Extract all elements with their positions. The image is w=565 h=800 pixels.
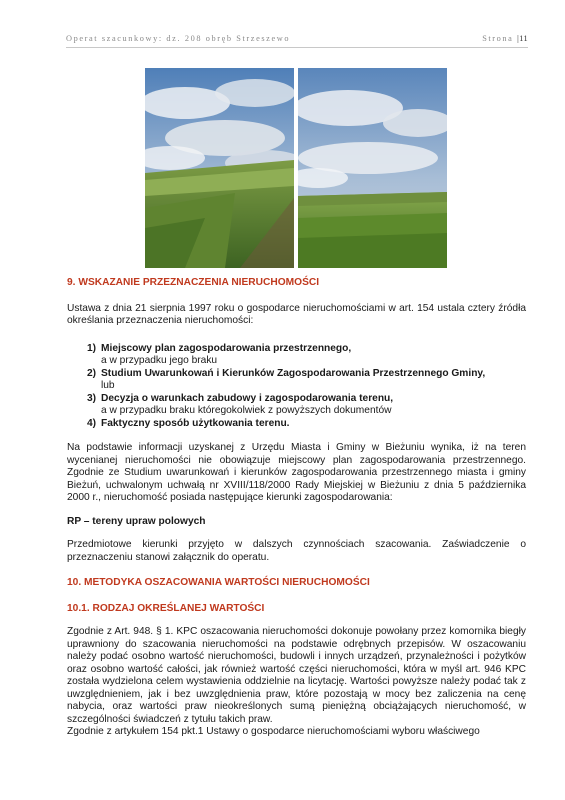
list-item	[87, 393, 526, 418]
list-item-title: Decyzja o warunkach zabudowy i zagospodarowania terenu,	[101, 392, 394, 404]
page-number: 11	[519, 34, 528, 43]
section-9-paragraph-1: Na podstawie informacji uzyskanej z Urzędu Miasta i Gminy w Bieżuniu wynika, iż na teren wycenianej nieruchomości nie obowiązuje miejscowy plan zagospodarowania przestrzennego. Zgodnie ze Studium uwarunkowań i kierunków zagospodarowania przestrzennego miasta i gminy Bieżuń, uchwalonym uchwałą nr XVIII/118/2000 Rady Miejskiej w Bieżuniu z dnia 5 października 2000 r., nieruchomość posiada następujące kierunki zagospodarowania:	[67, 442, 526, 503]
section-10-paragraph-1: Zgodnie z Art. 948. § 1. KPC oszacowania nieruchomości dokonuje powołany przez komornika biegły uprawniony do szacowania nieruchomości na podstawie odrębnych przepisów. W oszacowaniu należy podać osobno wartość nieruchomości, budowli i innych urządzeń, przynależności i pożytków oraz osobno wartość całości, jak również wartość części nieruchomości, która w myśl art. 946 KPC została wydzielona celem wystawienia oddzielnie na licytację. Wartości powyższe należy podać tak z uwzględnieniem, jak i bez uwzględnienia praw, które pozostają w mocy bez zaliczenia na cenę nabycia, oraz wartości praw nieokreślonych sumą pieniężną obciążających nieruchomość, w szczególności świadczeń z tytułu takich praw.	[67, 626, 526, 725]
list-item	[87, 343, 526, 368]
list-item-lub: lub	[101, 380, 115, 391]
list-item	[87, 418, 526, 431]
list-item-note: a w przypadku braku któregokolwiek z powyższych dokumentów	[101, 405, 392, 416]
page-label: Strona	[482, 34, 514, 43]
section-9-paragraph-2: Przedmiotowe kierunki przyjęto w dalszych czynnościach szacowania. Zaświadczenie o przeznaczeniu stanowi załącznik do operatu.	[67, 539, 526, 563]
section-10-paragraph-2: Zgodnie z artykułem 154 pkt.1 Ustawy o gospodarce nieruchomościami wyboru właściwego	[67, 726, 480, 737]
list-item-title: Studium Uwarunkowań i Kierunków Zagospodarowania Przestrzennego Gminy,	[101, 367, 486, 379]
list-item-number: 3)	[87, 392, 97, 404]
section-10-heading: 10. METODYKA OSZACOWANIA WARTOŚCI NIERUCHOMOŚCI	[67, 577, 370, 588]
field-photo-left	[145, 68, 294, 268]
list-item-number: 2)	[87, 367, 97, 379]
page-content	[67, 277, 526, 739]
document-title: Operat szacunkowy: dz. 208 obręb Strzeszewo	[66, 34, 291, 43]
field-photos	[145, 68, 449, 268]
list-item-number: 1)	[87, 342, 97, 354]
section-10-1-heading: 10.1. RODZAJ OKREŚLANEJ WARTOŚCI	[67, 602, 265, 614]
list-item-title: Faktyczny sposób użytkowania terenu.	[101, 417, 290, 429]
page-header	[66, 33, 528, 48]
field-photo-right	[298, 68, 447, 268]
list-item	[87, 368, 526, 393]
sources-list	[67, 343, 526, 431]
list-item-title: Miejscowy plan zagospodarowania przestrzennego,	[101, 342, 352, 354]
section-9-intro: Ustawa z dnia 21 sierpnia 1997 roku o gospodarce nieruchomościami w art. 154 ustala cztery źródła określania przeznaczenia nieruchomości:	[67, 302, 526, 326]
designation-rp: RP – tereny upraw polowych	[67, 515, 206, 527]
list-item-number: 4)	[87, 417, 97, 429]
page-indicator	[482, 34, 528, 43]
section-9-heading: 9. WSKAZANIE PRZEZNACZENIA NIERUCHOMOŚCI	[67, 277, 320, 288]
page-separator: |	[517, 34, 520, 43]
list-item-note: a w przypadku jego braku	[101, 355, 218, 366]
